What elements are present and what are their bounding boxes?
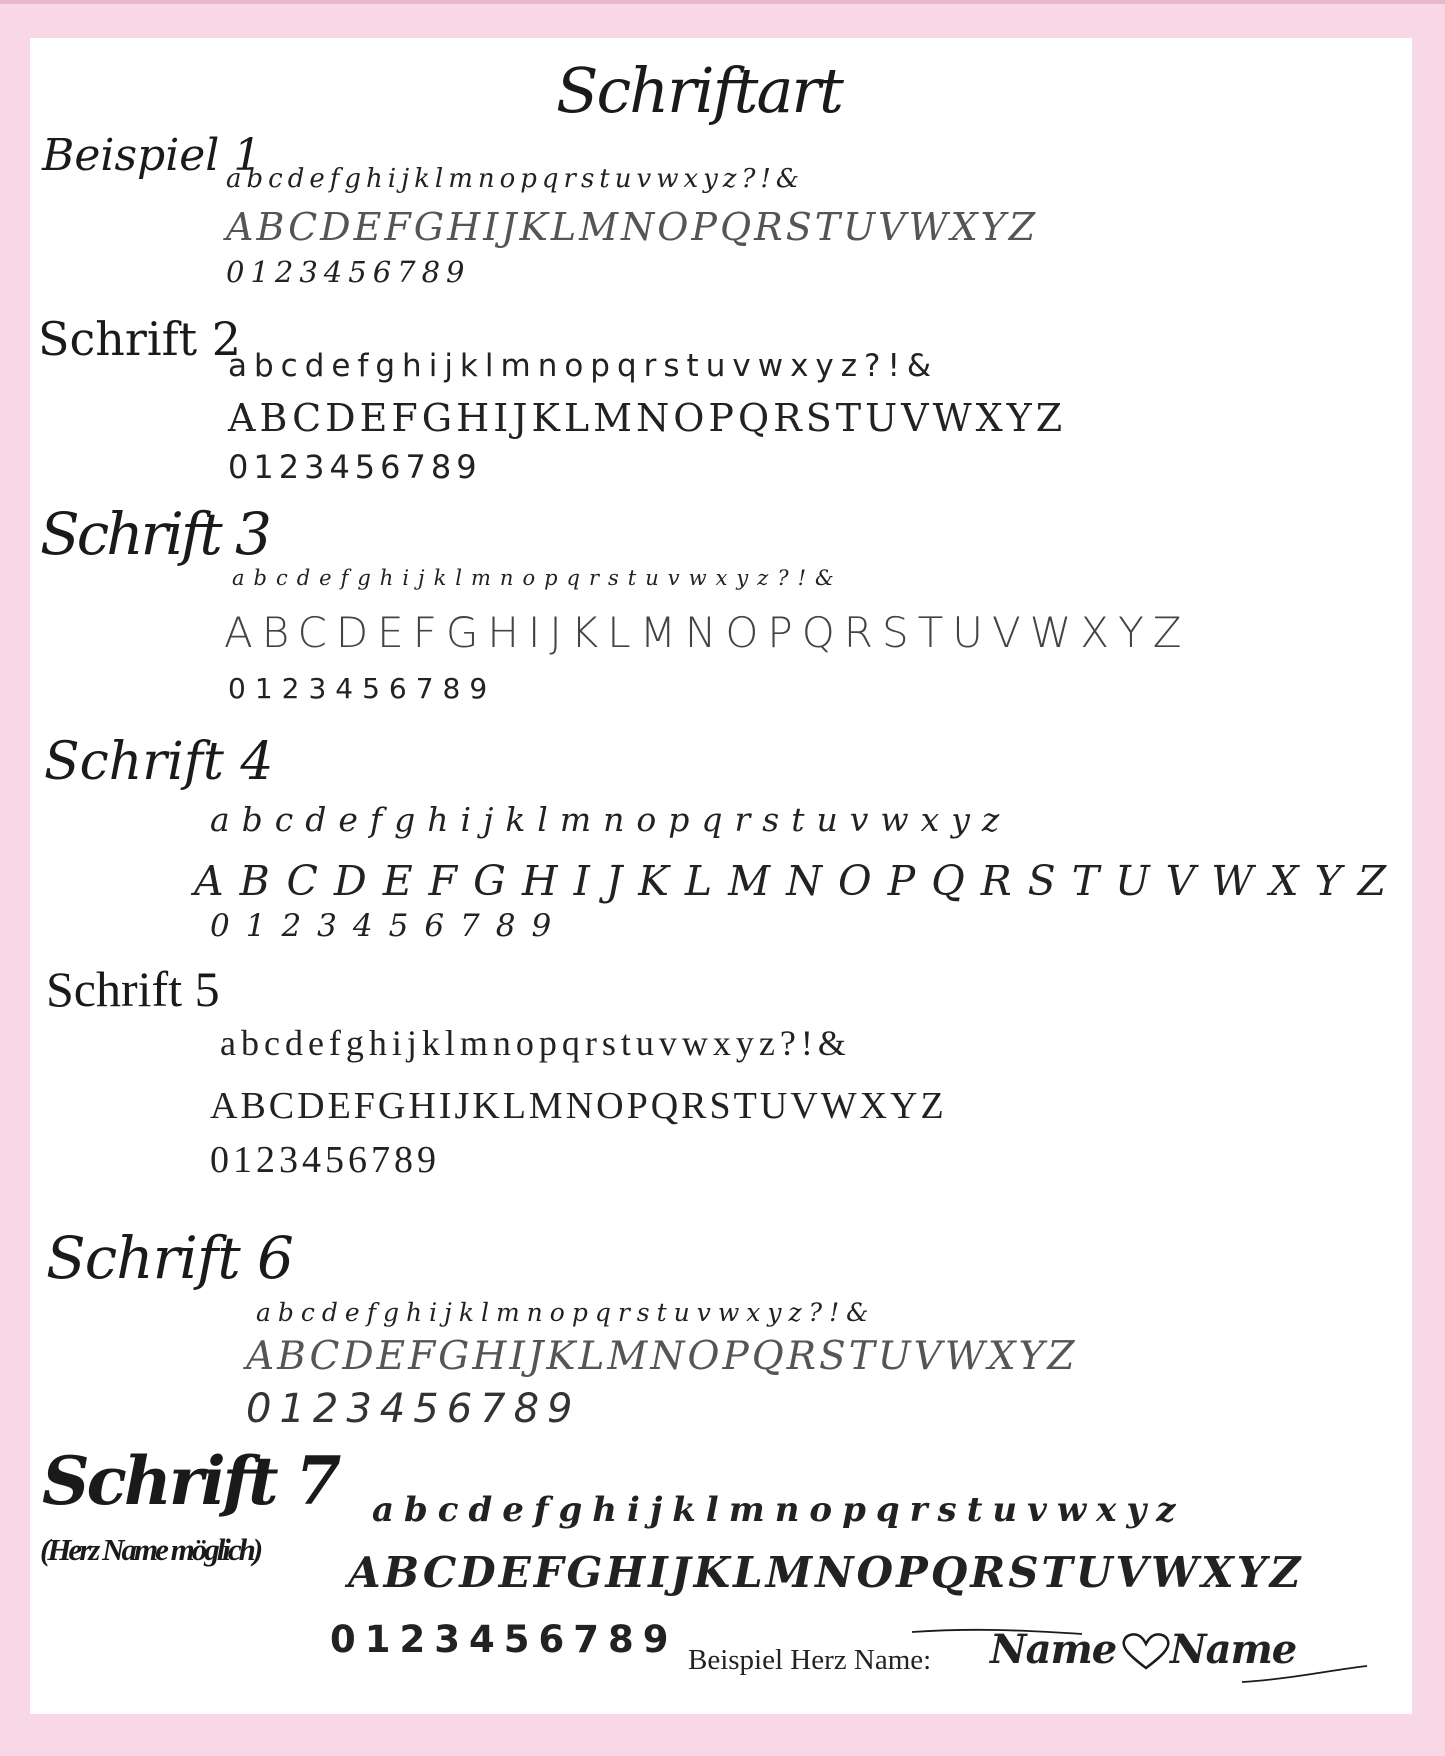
uppercase-sample: ABCDEFGHIJKLMNOPQRSTUVWXYZ bbox=[246, 1334, 1078, 1379]
lowercase-sample: abcdefghijklmnopqrstuvwxyz?!& bbox=[220, 1023, 851, 1063]
uppercase-sample: ABCDEFGHIJKLMNOPQRSTUVWXYZ bbox=[226, 205, 1039, 249]
font-label: Schrift 3 bbox=[40, 500, 269, 568]
font-label: Schrift 6 bbox=[46, 1224, 293, 1292]
digits-sample: 0123456789 bbox=[210, 1139, 440, 1181]
uppercase-sample: ABCDEFGHIJKLMNOPQRSTUVWXYZ bbox=[228, 396, 1067, 440]
page-title: Schriftart bbox=[556, 54, 842, 127]
font-label: Beispiel 1 bbox=[42, 130, 262, 181]
example-name-right: Name bbox=[1170, 1626, 1297, 1673]
lowercase-sample: abcdefghijklmnopqrstuvwxyz?!& bbox=[226, 164, 805, 194]
font-note: (Herz Name möglich) bbox=[40, 1532, 261, 1567]
uppercase-sample: ABCDEFGHIJKLMNOPQRSTUVWXYZ bbox=[210, 1085, 947, 1127]
uppercase-sample: ABCDEFGHIJKLMNOPQRSTUVWXYZ bbox=[224, 608, 1191, 657]
heart-name-example-label: Beispiel Herz Name: bbox=[688, 1644, 932, 1676]
underline-swash bbox=[912, 1620, 1372, 1700]
font-label: Schrift 2 bbox=[38, 312, 242, 366]
font-label: Schrift 5 bbox=[46, 961, 220, 1017]
digits-sample: 0123456789 bbox=[228, 672, 497, 705]
font-label: Schrift 7 bbox=[42, 1442, 339, 1520]
lowercase-sample: abcdefghijklmnopqrstuvwxyz bbox=[372, 1490, 1186, 1530]
digits-sample: 0123456789 bbox=[246, 1386, 581, 1432]
lowercase-sample: abcdefghijklmnopqrstuvwxyz?!& bbox=[228, 348, 939, 384]
digits-sample: 0123456789 bbox=[226, 255, 471, 289]
lowercase-sample: abcdefghijklmnopqrstuvwxyz bbox=[210, 800, 1012, 839]
lowercase-sample: abcdefghijklmnopqrstuvwxyz?!& bbox=[256, 1298, 876, 1327]
lowercase-sample: abcdefghijklmnopqrstuvwxyz?!& bbox=[232, 566, 843, 590]
top-border bbox=[0, 0, 1445, 4]
digits-sample: 0123456789 bbox=[210, 908, 568, 944]
uppercase-sample: ABCDEFGHIJKLMNOPQRSTUVWXYZ bbox=[194, 857, 1403, 905]
uppercase-sample: ABCDEFGHIJKLMNOPQRSTUVWXYZ bbox=[348, 1548, 1304, 1597]
font-label: Schrift 4 bbox=[44, 732, 274, 792]
example-name-left: Name bbox=[990, 1626, 1117, 1673]
digits-sample: 0123456789 bbox=[330, 1618, 678, 1661]
digits-sample: 0123456789 bbox=[228, 448, 482, 486]
